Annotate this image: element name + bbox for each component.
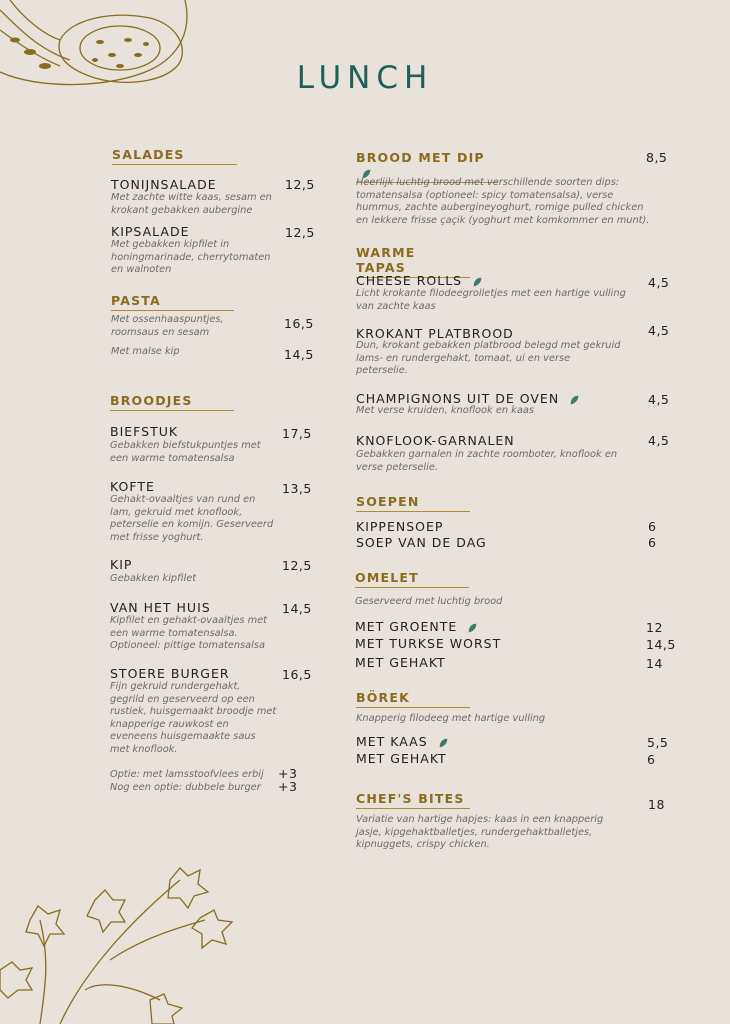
desc-line: hummus, zachte auberginеyoghurt, romige pulled chicken (356, 202, 644, 214)
section-borek: BÖREK (356, 690, 470, 708)
desc-line: Dun, krokant gebakken platbrood belegd met gekruid (356, 340, 621, 351)
price-kipsalade: 12,5 (285, 225, 315, 240)
desc-line: krokant gebakken aubergine (111, 204, 253, 216)
desc-line: Optioneel: pittige tomatensalsa (110, 640, 265, 652)
section-soepen: SOEPEN (356, 494, 470, 512)
vegetarian-leaf-icon (467, 623, 477, 633)
item-krokant-platbrood: KROKANT PLATBROOD (356, 326, 514, 341)
price-kip: 12,5 (282, 558, 312, 573)
price-pasta-kip: 14,5 (284, 347, 314, 362)
desc-line: een warme tomatensalsa. (110, 627, 238, 639)
desc-pasta-ossenhaas (111, 314, 224, 339)
desc-line: Met zachte witte kaas, sesam en (111, 192, 272, 203)
desc-brood-met-dip (356, 177, 649, 227)
price-met-kaas: 5,5 (647, 735, 669, 750)
item-cheese-rolls (356, 273, 482, 288)
section-chefs-bites: CHEF'S BITES (356, 791, 470, 809)
desc-krokant-platbrood (356, 340, 620, 378)
desc-line: Met gebakken kipfilet in (111, 239, 230, 250)
item-label: MET GROENTE (355, 619, 458, 634)
desc-line: gegrild en geserveerd op een (110, 693, 255, 705)
desc-line: van zachte kaas (356, 300, 436, 312)
section-warme-tapas: WARME TAPAS (356, 245, 470, 278)
item-knoflook-garnalen: KNOFLOOK-GARNALEN (356, 433, 515, 448)
price-omelet-met-gehakt: 14 (646, 656, 663, 671)
item-stoere-burger: STOERE BURGER (110, 666, 230, 681)
section-label: BROOD MET DIP (356, 150, 485, 165)
desc-line: knapperige rauwkost en (110, 718, 229, 730)
price-brood-met-dip: 8,5 (646, 150, 668, 165)
desc-line: met knoflook. (110, 743, 178, 755)
desc-line: Variatie van hartige hapjes: kaas in een knapperig (356, 814, 604, 825)
item-label: CHAMPIGNONS UIT DE OVEN (356, 391, 560, 406)
item-champignons (356, 391, 579, 406)
price-option-lamsstoofvlees: +3 (278, 766, 298, 781)
price-kippensoep: 6 (648, 519, 657, 534)
price-option-dubbele-burger: +3 (278, 779, 298, 794)
price-knoflook-garnalen: 4,5 (648, 433, 670, 448)
price-stoere-burger: 16,5 (282, 667, 312, 682)
price-tonijnsalade: 12,5 (285, 177, 315, 192)
desc-line: eveneens huisgemaakte saus (110, 731, 256, 743)
price-champignons: 4,5 (648, 392, 670, 407)
desc-biefstuk (110, 440, 261, 465)
item-met-kaas (356, 734, 448, 749)
price-borek-met-gehakt: 6 (647, 752, 656, 767)
desc-line: lam, gekruid met knoflook, (110, 506, 243, 518)
desc-line: jasje, kipgehaktballetjes, rundergehaktballetjes, (356, 826, 593, 838)
item-met-turkse-worst: MET TURKSE WORST (355, 636, 502, 651)
desc-line: en walnoten (111, 264, 172, 276)
item-kippensoep: KIPPENSOEP (356, 519, 444, 534)
desc-line: Gebakken garnalen in zachte roomboter, knoflook en (356, 449, 618, 460)
price-biefstuk: 17,5 (282, 426, 312, 441)
item-soep-van-de-dag: SOEP VAN DE DAG (356, 535, 487, 550)
desc-tonijnsalade (111, 192, 272, 217)
desc-van-het-huis (110, 615, 267, 653)
price-pasta-ossenhaas: 16,5 (284, 316, 314, 331)
price-kofte: 13,5 (282, 481, 312, 496)
desc-line: met frisse yoghurt. (110, 531, 204, 543)
desc-line: honingmarinade, cherrytomaten (111, 251, 271, 263)
desc-line: Heerlijk luchtig brood met verschillende soorten dips: (356, 177, 620, 188)
price-krokant-platbrood: 4,5 (648, 323, 670, 338)
desc-line: rustiek, huisgemaakt broodje met (110, 706, 277, 718)
desc-cheese-rolls (356, 288, 626, 313)
price-soep-van-de-dag: 6 (648, 535, 657, 550)
item-kipsalade: KIPSALADE (111, 224, 190, 239)
item-label: CHEESE ROLLS (356, 273, 463, 288)
desc-line: peterselie en komijn. Geserveerd (110, 519, 274, 531)
desc-line: Fijn gekruid rundergehakt, (110, 681, 241, 692)
desc-line: Gehakt-ovaaltjes van rund en (110, 494, 256, 505)
desc-line: Licht krokante filodeegrolletjes met een hartige vulling (356, 288, 626, 299)
item-biefstuk: BIEFSTUK (110, 424, 179, 439)
desc-line: roomsaus en sesam (111, 326, 210, 338)
price-met-groente: 12 (646, 620, 663, 635)
desc-line: verse peterselie. (356, 461, 438, 473)
vegetarian-leaf-icon (569, 395, 579, 405)
desc-line: peterselie. (356, 365, 408, 377)
item-tonijnsalade: TONIJNSALADE (111, 177, 217, 192)
vegetarian-leaf-icon (438, 738, 448, 748)
section-broodjes: BROODJES (110, 393, 234, 411)
desc-kofte (110, 494, 273, 544)
desc-knoflook-garnalen (356, 449, 617, 474)
section-salades: SALADES (112, 147, 237, 165)
desc-kipsalade (111, 239, 270, 277)
section-omelet: OMELET (355, 570, 469, 588)
desc-line: lams- en rundergehakt, tomaat, ui en verse (356, 352, 571, 364)
desc-kip: Gebakken kipfilet (110, 573, 197, 584)
borek-note: Knapperig filodeeg met hartige vulling (356, 713, 546, 724)
option-dubbele-burger: Nog een optie: dubbele burger (110, 782, 261, 793)
price-chefs-bites: 18 (648, 797, 665, 812)
item-kip: KIP (110, 557, 133, 572)
desc-stoere-burger (110, 681, 276, 757)
item-label: MET KAAS (356, 734, 428, 749)
price-van-het-huis: 14,5 (282, 601, 312, 616)
omelet-note: Geserveerd met luchtig brood (355, 596, 503, 607)
desc-line: kipnuggets, crispy chicken. (356, 839, 490, 851)
desc-line: Kipfilet en gehakt-ovaaltjes met (110, 615, 267, 626)
desc-line: een warme tomatensalsa (110, 452, 235, 464)
desc-line: Gebakken biefstukpuntjes met (110, 440, 261, 451)
item-kofte: KOFTE (110, 479, 155, 494)
price-cheese-rolls: 4,5 (648, 275, 670, 290)
desc-line: tomatensalsa (optioneel: spicy tomatensalsa), verse (356, 189, 614, 201)
desc-line: en lekkere frisse çaçik (yoghurt met komkommer en munt). (356, 214, 650, 226)
price-met-turkse-worst: 14,5 (646, 637, 676, 652)
desc-chefs-bites (356, 814, 603, 852)
parsley-illustration (0, 860, 240, 1024)
item-met-groente (355, 619, 477, 634)
desc-line: Met ossenhaaspuntjes, (111, 314, 224, 325)
section-pasta: PASTA (111, 293, 234, 311)
desc-pasta-kip: Met malse kip (111, 346, 180, 357)
vegetarian-leaf-icon (472, 277, 482, 287)
item-borek-met-gehakt: MET GEHAKT (356, 751, 447, 766)
page-title: LUNCH (296, 60, 434, 96)
desc-champignons: Met verse kruiden, knoflook en kaas (356, 405, 534, 416)
item-omelet-met-gehakt: MET GEHAKT (355, 655, 446, 670)
item-van-het-huis: VAN HET HUIS (110, 600, 211, 615)
option-lamsstoofvlees: Optie: met lamsstoofvlees erbij (110, 769, 264, 780)
